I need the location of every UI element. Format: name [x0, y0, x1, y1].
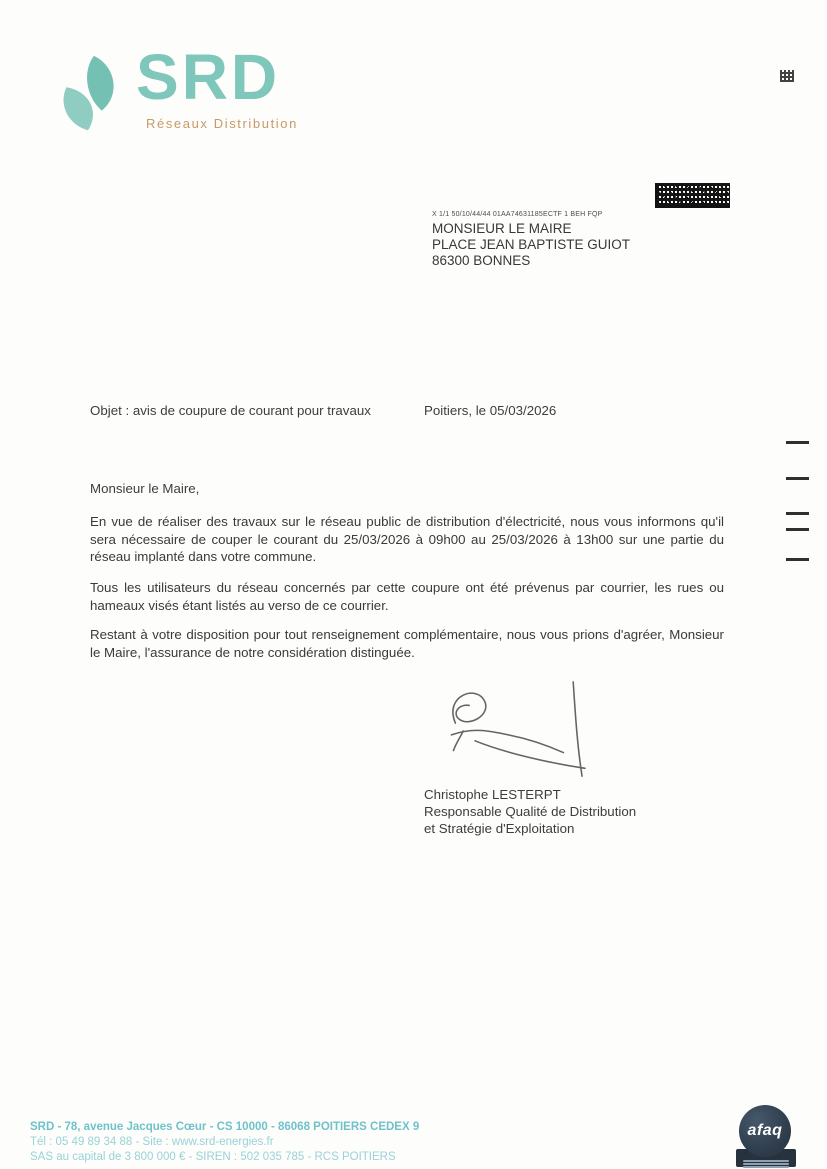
recipient-address — [432, 221, 630, 269]
datamatrix-barcode-icon — [655, 183, 730, 208]
srd-logo-text: SRD — [136, 41, 281, 113]
dateline: Poitiers, le 05/03/2026 — [424, 403, 557, 418]
body-paragraph: En vue de réaliser des travaux sur le réseau public de distribution d'électricité, nous vous informons qu'il sera nécessaire de couper le courant du 25/03/2026 à 09h00 au 25/03/2026 à 13h00 sur une partie du réseau implanté dans votre commune. — [90, 514, 724, 564]
signer-role-line1: Responsable Qualité de Distribution — [424, 804, 637, 819]
recipient-line: PLACE JEAN BAPTISTE GUIOT — [432, 237, 631, 252]
salutation: Monsieur le Maire, — [90, 481, 200, 496]
body-paragraph: Tous les utilisateurs du réseau concernés par cette coupure ont été prévenus par courrier, les rues ou hameaux visés étant listés au verso de ce courrier. — [90, 580, 724, 613]
fold-mark — [786, 558, 809, 561]
afaq-fineprint-lines — [743, 1159, 789, 1169]
signature-image — [424, 676, 636, 784]
srd-logo-subtitle: Réseaux Distribution — [146, 116, 298, 131]
srd-leaf-icon — [38, 52, 138, 140]
signer-role-line2: et Stratégie d'Exploitation — [424, 821, 575, 836]
footer-contact-line: Tél : 05 49 89 34 88 - Site : www.srd-energies.fr — [30, 1136, 274, 1148]
afaq-certification-badge — [736, 1105, 796, 1167]
postal-routing-code: X 1/1 50/10/44/44 01AA74631185ECTF 1 BEH FQP — [432, 211, 603, 218]
afaq-logo-icon — [739, 1105, 791, 1157]
footer-address-line: SRD - 78, avenue Jacques Cœur - CS 10000 - 86068 POITIERS CEDEX 9 — [30, 1121, 420, 1133]
signer-name: Christophe LESTERPT — [424, 787, 561, 802]
footer — [30, 1120, 419, 1165]
recipient-line: 86300 BONNES — [432, 253, 531, 268]
corner-mark-icon — [780, 70, 794, 82]
recipient-line: MONSIEUR LE MAIRE — [432, 221, 572, 236]
fold-mark — [786, 477, 809, 480]
fold-mark — [786, 512, 809, 515]
afaq-brand-text: afaq — [747, 1122, 783, 1139]
footer-legal-line: SAS au capital de 3 800 000 € - SIREN : 502 035 785 - RCS POITIERS — [30, 1151, 396, 1163]
body-paragraph: Restant à votre disposition pour tout renseignement complémentaire, nous vous prions d'agréer, Monsieur le Maire, l'assurance de notre considération distinguée. — [90, 627, 724, 660]
srd-logo — [38, 41, 298, 143]
subject-line: Objet : avis de coupure de courant pour travaux — [90, 403, 371, 418]
fold-mark — [786, 441, 809, 444]
fold-mark — [786, 528, 809, 531]
